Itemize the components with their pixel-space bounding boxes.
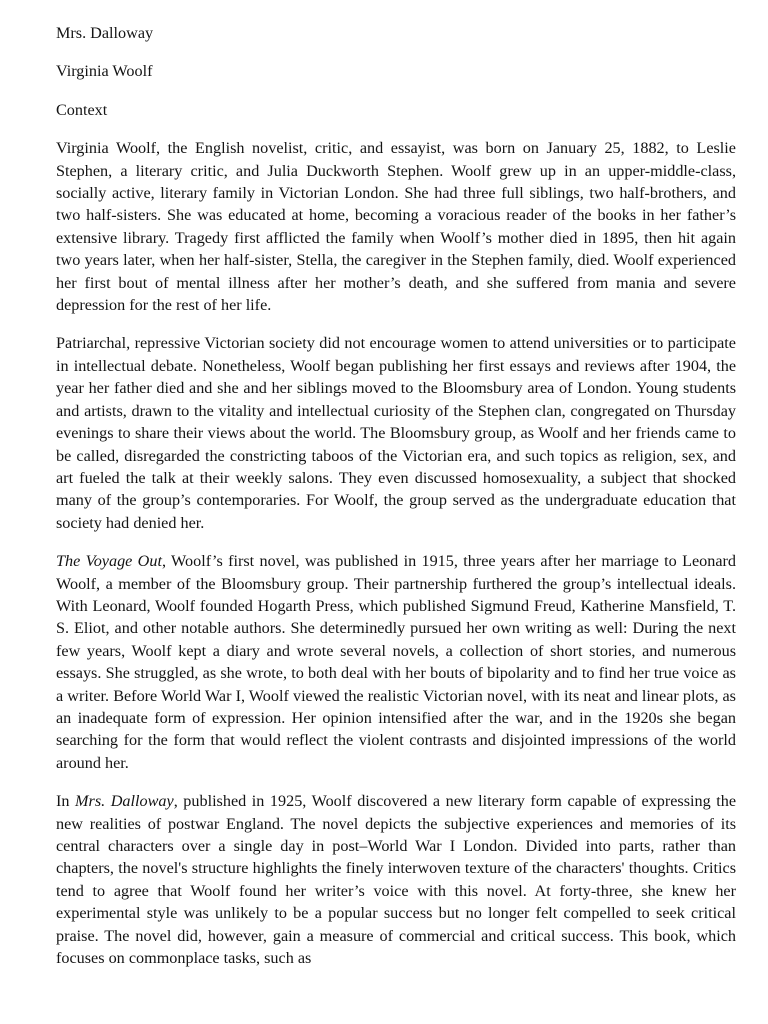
paragraph-early-life: Virginia Woolf, the English novelist, critic, and essayist, was born on January 25, 1882, to Leslie Stephen, a literary critic, and Julia Duckworth Stephen. Woolf grew up in an upper-middle-class, socially active, literary family in Victorian London. She had three full siblings, two half-brothers, and two half-sisters. She was educated at home, becoming a voracious reader of the books in her father’s extensive library. Tragedy first afflicted the family when Woolf’s mother died in 1895, then hit again two years later, when her half-sister, Stella, the caregiver in the Stephen family, died. Woolf experienced her first bout of mental illness after her mother’s death, and she suffered from mania and severe depression for the rest of her life. bbox=[56, 139, 736, 315]
section-heading: Context bbox=[56, 100, 108, 119]
book-title-mrs-dalloway: Mrs. Dalloway bbox=[75, 792, 174, 811]
document-author: Virginia Woolf bbox=[56, 62, 153, 81]
book-title-voyage-out: The Voyage Out bbox=[56, 552, 162, 571]
paragraph-voyage-out bbox=[56, 550, 736, 774]
document-title: Mrs. Dalloway bbox=[56, 24, 154, 42]
paragraph-body-text: , published in 1925, Woolf discovered a new literary form capable of expressing the new realities of postwar England. The novel depicts the subjective experiences and memories of its central characters over a single day in post–World War I London. Divided into parts, rather than chapters, the novel's structure highlights the finely interwoven texture of the characters' thoughts. Critics tend to agree that Woolf found her writer’s voice with this novel. At forty-three, she knew her experimental style was unlikely to be a popular success but no longer felt compelled to seek critical praise. The novel did, however, gain a measure of commercial and critical success. This book, which focuses on commonplace tasks, such as bbox=[56, 792, 737, 968]
paragraph-bloomsbury-group: Patriarchal, repressive Victorian society did not encourage women to attend universities or to participate in intellectual debate. Nonetheless, Woolf began publishing her first essays and reviews after 1904, the year her father died and she and her siblings moved to the Bloomsbury area of London. Young students and artists, drawn to the vitality and intellectual curiosity of the Stephen clan, congregated on Thursday evenings to share their views about the world. The Bloomsbury group, as Woolf and her friends came to be called, disregarded the constricting taboos of the Victorian era, and such topics as religion, sex, and art fueled the talk at their weekly salons. They even discussed homosexuality, a subject that shocked many of the group’s contemporaries. For Woolf, the group served as the undergraduate education that society had denied her. bbox=[56, 334, 736, 532]
document-page bbox=[56, 22, 736, 969]
paragraph-body-text: , Woolf’s first novel, was published in 1915, three years after her marriage to Leonard Woolf, a member of the Bloomsbury group. Their partnership furthered the group’s intellectual ideals. With Leonard, Woolf founded Hogarth Press, which published Sigmund Freud, Katherine Mansfield, T. S. Eliot, and other notable authors. She determinedly pursued her own writing as well: During the next few years, Woolf kept a diary and wrote several novels, a collection of short stories, and numerous essays. She struggled, as she wrote, to both deal with her bouts of bipolarity and to find her true voice as a writer. Before World War I, Woolf viewed the realistic Victorian novel, with its neat and linear plots, as an inadequate form of expression. Her opinion intensified after the war, and in the 1920s she began searching for the form that would reflect the violent contrasts and disjointed impressions of the world around her. bbox=[56, 552, 736, 772]
paragraph-mrs-dalloway bbox=[56, 790, 736, 969]
paragraph-lead-text: In bbox=[56, 792, 76, 811]
